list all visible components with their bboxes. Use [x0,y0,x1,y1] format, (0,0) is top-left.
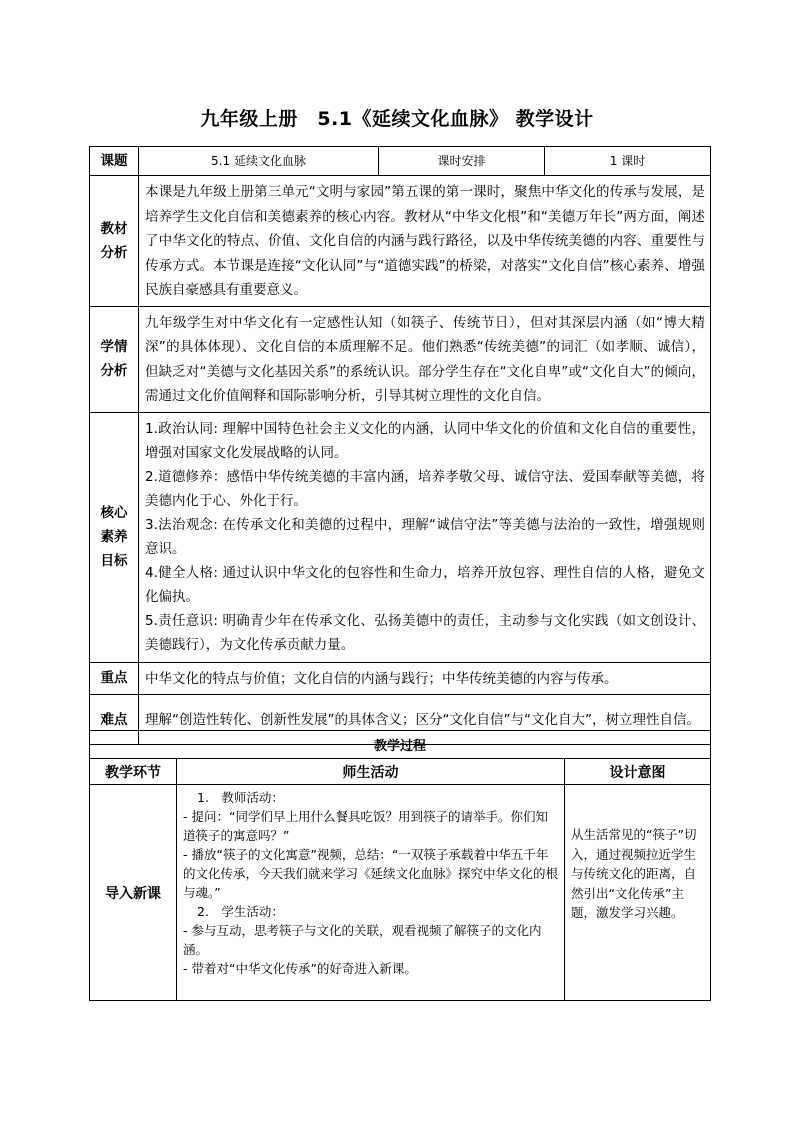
process-section-row [90,731,711,759]
difficulties-text: 理解“创造性转化、创新性发展”的具体含义；区分“文化自信”与“文化自大”，树立理性自信。 [139,695,711,745]
design-intent-text: 从生活常见的“筷子”切入，通过视频拉近学生与传统文化的距离，自然引出“文化传承”主题，激发学习兴趣。 [565,785,711,1001]
goal-item: 4.健全人格: 通过认识中华文化的包容性和生命力，培养开放包容、理性自信的人格，避免文化偏执。 [145,565,705,605]
stage-name: 导入新课 [90,785,177,1001]
activity-line: - 提问：“同学们早上用什么餐具吃饭？用到筷子的请举手。你们知道筷子的寓意吗？” [183,809,548,843]
textbook-analysis-label: 教材 分析 [90,176,139,307]
difficulties-label: 难点 [90,695,139,745]
col-activity-header: 师生活动 [177,759,565,785]
key-points-text: 中华文化的特点与价值；文化自信的内涵与践行；中华传统美德的内容与传承。 [139,662,711,695]
goal-item: 1.政治认同: 理解中国特色社会主义文化的内涵，认同中华文化的价值和文化自信的重要性，增强对国家文化发展战略的认同。 [145,421,705,461]
activity-line: 1. 教师活动： [197,790,284,805]
hours-label: 课时安排 [379,147,545,176]
core-goals-row [90,412,711,662]
goal-item: 3.法治观念: 在传承文化和美德的过程中，理解“诚信守法”等美德与法治的一致性，增强规则意识。 [145,517,705,557]
textbook-analysis-text: 本课是九年级上册第三单元“文明与家园”第五课的第一课时，聚焦中华文化的传承与发展，是培养学生文化自信和美德素养的核心内容。教材从“中华文化根”和“美德万年长”两方面，阐述了中华文化的特点、价值、文化自信的内涵与践行路径，以及中华传统美德的内容、重要性与传承方式。本节课是连接“文化认同”与“道德实践”的桥梁，对落实“文化自信”核心素养、增强民族自豪感具有重要意义。 [139,176,711,307]
goal-item: 2.道德修养：感悟中华传统美德的丰富内涵，培养孝敬父母、诚信守法、爱国奉献等美德，将美德内化于心、外化于行。 [145,469,705,509]
activity-line: - 参与互动，思考筷子与文化的关联，观看视频了解筷子的文化内涵。 [183,923,542,957]
hours-value: 1 课时 [545,147,711,176]
activity-line: - 带着对“中华文化传承”的好奇进入新课。 [183,961,417,976]
teaching-process-table [89,730,711,1001]
student-analysis-text: 九年级学生对中华文化有一定感性认知（如筷子、传统节日），但对其深层内涵（如“博大精深”的具体体现）、文化自信的本质理解不足。他们熟悉“传统美德”的词汇（如孝顺、诚信），但缺乏对“美德与文化基因关系”的系统认识。部分学生存在“文化自卑”或“文化自大”的倾向，需通过文化价值阐释和国际影响分析，引导其树立理性的文化自信。 [139,306,711,412]
activity-line: 2. 学生活动： [197,904,284,919]
textbook-analysis-row [90,176,711,307]
page-title: 九年级上册 5.1《延续文化血脉》 教学设计 [200,108,594,130]
goal-item: 5.责任意识: 明确青少年在传承文化、弘扬美德中的责任，主动参与文化实践（如文创设计、美德践行），为文化传承贡献力量。 [145,613,705,653]
topic-label: 课题 [90,147,139,176]
topic-value: 5.1 延续文化血脉 [139,147,379,176]
key-points-label: 重点 [90,662,139,695]
activity-cell [177,785,565,1001]
student-analysis-row [90,306,711,412]
col-intent-header: 设计意图 [565,759,711,785]
process-header-row [90,759,711,785]
activity-line: - 播放“筷子的文化寓意”视频，总结：“一双筷子承载着中华五千年的文化传承，今天我们就来学习《延续文化血脉》探究中华文化的根与魂。” [183,847,559,900]
topic-row [90,147,711,176]
core-goals-label: 核心 素养 目标 [90,412,139,662]
process-section-title: 教学过程 [90,731,711,759]
col-stage-header: 教学环节 [90,759,177,785]
process-row-intro [90,785,711,1001]
lesson-info-table [89,146,711,745]
core-goals-list [139,412,711,662]
key-points-row [90,662,711,695]
student-analysis-label: 学情 分析 [90,306,139,412]
